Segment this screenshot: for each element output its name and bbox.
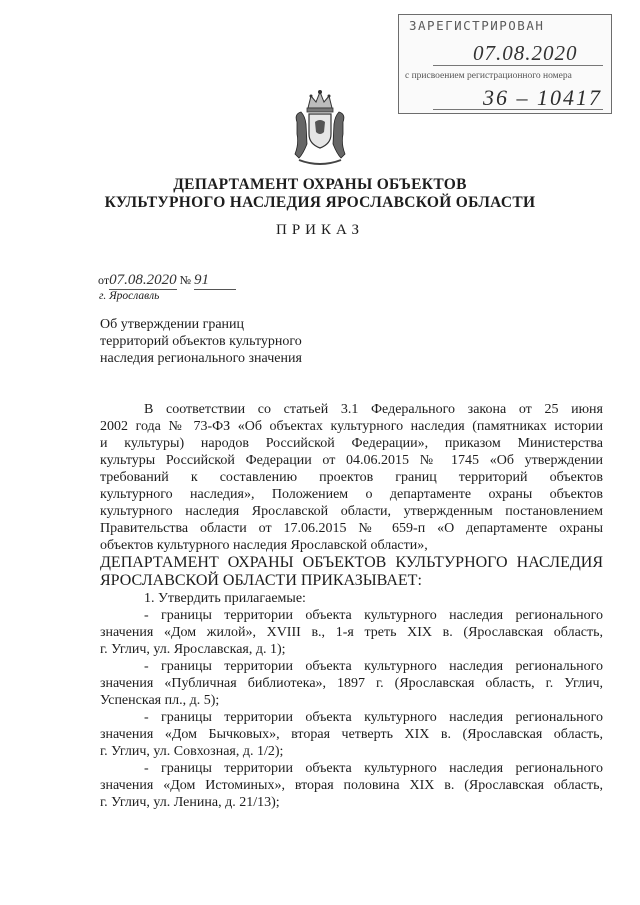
- order-date: 07.08.2020: [109, 272, 177, 288]
- stamp-divider: [433, 65, 603, 66]
- preamble-line: Правительства области от 17.06.2015 № 659-п «О департаменте охраны: [100, 521, 603, 536]
- number-prefix: №: [179, 273, 192, 287]
- department-name-line1: ДЕПАРТАМЕНТ ОХРАНЫ ОБЪЕКТОВ: [173, 176, 467, 193]
- dept-declaration-line: ЯРОСЛАВСКОЙ ОБЛАСТИ ПРИКАЗЫВАЕТ:: [100, 572, 422, 589]
- stamp-divider: [433, 109, 603, 110]
- bullet-line: значения «Дом жилой», XVIII в., 1-я треть XIX в. (Ярославская область,: [100, 625, 603, 640]
- registration-stamp: [398, 14, 612, 114]
- date-prefix: от: [98, 273, 110, 287]
- bullet-line: г. Углич, ул. Ярославская, д. 1);: [100, 642, 286, 657]
- order-date-number: [98, 272, 236, 290]
- order-body: [100, 401, 603, 811]
- item-1-heading: 1. Утвердить прилагаемые:: [144, 591, 306, 606]
- order-subject: [100, 316, 360, 367]
- bullet-line: значения «Дом Бычковых», вторая четверть XIX в. (Ярославская область,: [100, 727, 603, 742]
- bullet-line: - границы территории объекта культурного наследия регионального: [144, 761, 603, 776]
- bullet-line: значения «Дом Истоминых», вторая половина XIX в. (Ярославская область,: [100, 778, 603, 793]
- bullet-line: - границы территории объекта культурного наследия регионального: [144, 659, 603, 674]
- order-city: г. Ярославль: [99, 290, 160, 302]
- preamble-line: 2002 года № 73-ФЗ «Об объектах культурного наследия (памятниках истории: [100, 419, 603, 434]
- department-name-line2: КУЛЬТУРНОГО НАСЛЕДИЯ ЯРОСЛАВСКОЙ ОБЛАСТИ: [104, 194, 536, 211]
- preamble-line: и культуры) народов Российской Федерации», приказом Министерства: [100, 436, 603, 451]
- preamble-line: требований к составлению проектов границ территорий объектов: [100, 470, 603, 485]
- bullet-line: - границы территории объекта культурного наследия регионального: [144, 710, 603, 725]
- bullet-line: Успенская пл., д. 5);: [100, 693, 220, 708]
- preamble-line: культурного наследия Ярославской области, утвержденным постановлением: [100, 504, 603, 519]
- bullet-line: г. Углич, ул. Ленина, д. 21/13);: [100, 795, 280, 810]
- coat-of-arms-icon: [291, 88, 349, 168]
- stamp-caption: с присвоением регистрационного номера: [405, 71, 572, 81]
- preamble-line: объектов культурного наследия Ярославской области»,: [100, 538, 428, 553]
- bullet-line: - границы территории объекта культурного наследия регионального: [144, 608, 603, 623]
- stamp-title: ЗАРЕГИСТРИРОВАН: [409, 18, 545, 33]
- order-title: ПРИКАЗ: [276, 222, 364, 238]
- preamble-line: В соответствии со статьей 3.1 Федерального закона от 25 июня: [144, 402, 603, 417]
- subject-line: Об утверждении границ: [100, 317, 245, 332]
- stamp-date: 07.08.2020: [473, 41, 578, 65]
- bullet-line: г. Углич, ул. Совхозная, д. 1/2);: [100, 744, 284, 759]
- preamble-line: культуры Российской Федерации от 04.06.2015 № 1745 «Об утверждении: [100, 453, 603, 468]
- preamble-line: культурного наследия», Положением о департаменте охраны объектов: [100, 487, 603, 502]
- subject-line: территорий объектов культурного: [100, 334, 302, 349]
- dept-declaration-line: ДЕПАРТАМЕНТ ОХРАНЫ ОБЪЕКТОВ КУЛЬТУРНОГО НАСЛЕДИЯ: [100, 554, 603, 571]
- stamp-registration-number: 36 – 10417: [483, 85, 602, 110]
- order-number: 91: [194, 272, 236, 290]
- subject-line: наследия регионального значения: [100, 351, 302, 366]
- bullet-line: значения «Публичная библиотека», 1897 г. (Ярославская область, г. Углич,: [100, 676, 603, 691]
